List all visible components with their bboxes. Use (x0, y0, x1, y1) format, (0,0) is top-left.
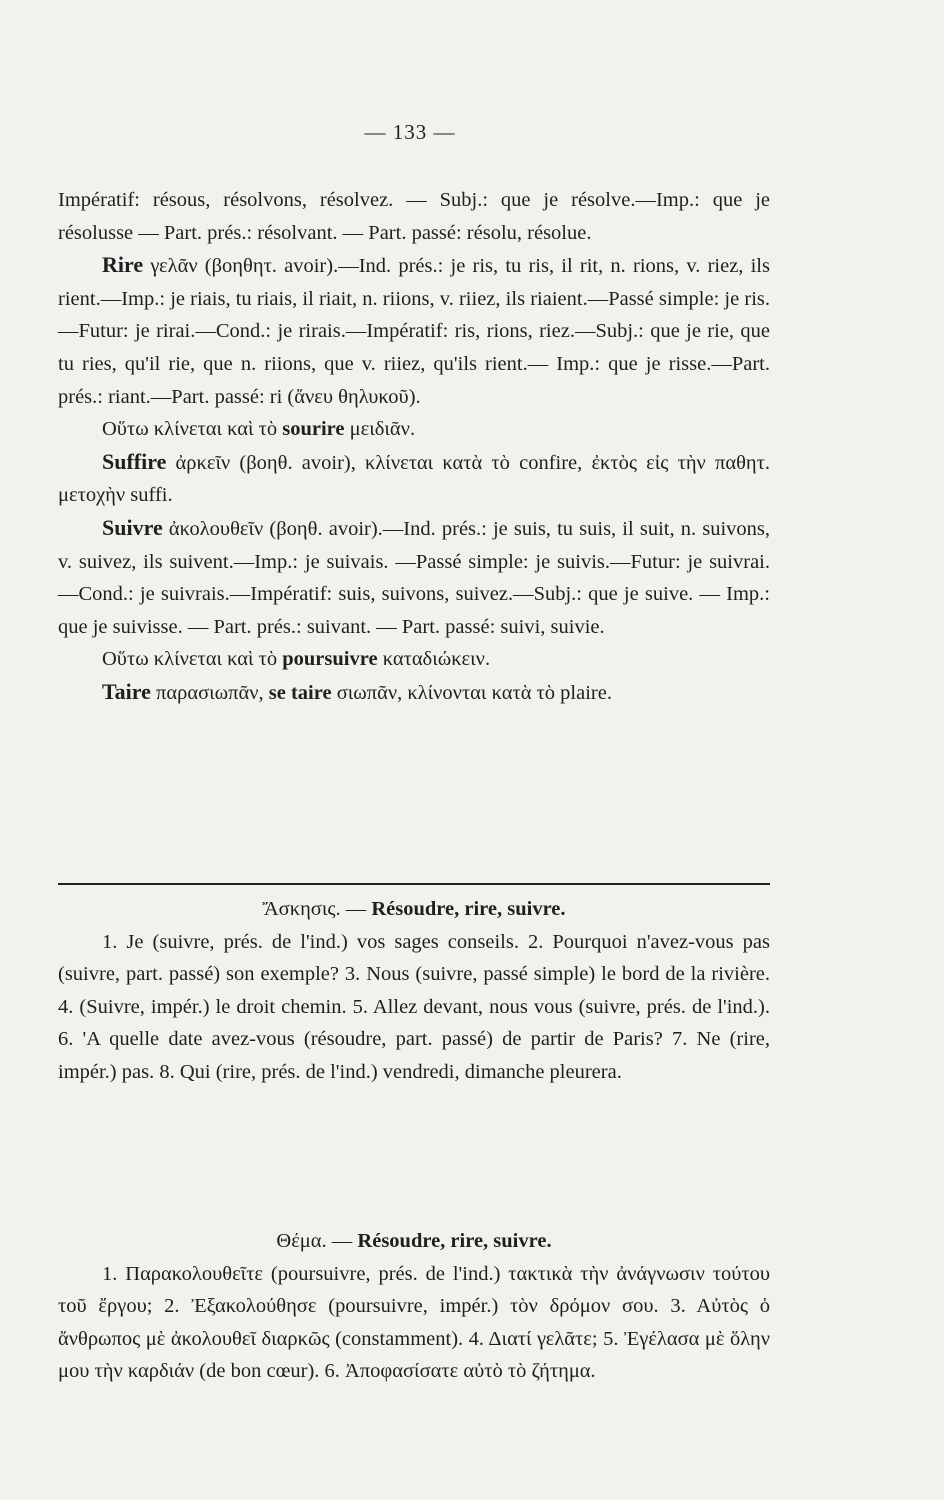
theme-body: 1. Παρακολουθεῖτε (poursuivre, prés. de l'ind.) τακτικὰ τὴν ἀνάγνωσιν τούτου τοῦ ἔργου; 2. Ἐξακολούθησε (poursuivre, impér.) τὸν δρόμον σου. 3. Αὐτὸς ὁ ἄνθρωπος μὲ ἀκολουθεῖ διαρκῶς (constamment). 4. Διατί γελᾶτε; 5. Ἐγέλασα μὲ ὅλην μου τὴν καρδιάν (de bon cœur). 6. Ἀποφασίσατε αὐτὸ τὸ ζήτημα. (58, 1262, 770, 1383)
poursuivre-note-post: καταδιώκειν. (377, 648, 491, 671)
suffire-conjugation: ἀρκεῖν (βοηθ. avoir), κλίνεται κατὰ τὸ confire, ἐκτὸς εἰς τὴν παθητ. μετοχὴν suffi. (58, 451, 770, 507)
se-taire-word: se taire (268, 681, 332, 704)
exercise-heading-greek: Ἄσκησις. — (262, 898, 372, 920)
exercise-heading-title: Résoudre, rire, suivre. (371, 898, 566, 920)
theme-heading-title: Résoudre, rire, suivre. (357, 1230, 552, 1252)
suivre-headword: Suivre (102, 514, 163, 540)
taire-entry (58, 676, 770, 710)
rire-conjugation: γελᾶν (βοηθητ. avoir).—Ind. prés.: je ris, tu ris, il rit, n. rions, v. riez, ils rient.—Imp.: je riais, tu riais, il riait, n. riions, v. riiez, ils riaient.—Passé simple: je ris. —Futur: je rirai.—Cond.: je rirais.—Impératif: ris, rions, riez.—Subj.: que je rie, que tu ries, qu'il rie, que n. riions, que v. riiez, qu'ils rient.— Imp.: que je risse.—Part. prés.: riant.—Part. passé: ri (ἄνευ θηλυκοῦ). (58, 255, 770, 408)
taire-meaning: παρασιωπᾶν, (150, 681, 269, 704)
taire-headword: Taire (102, 678, 151, 704)
theme-section (58, 1225, 770, 1388)
poursuivre-note-pre: Οὕτω κλίνεται καὶ τὸ (102, 648, 283, 671)
suffire-headword: Suffire (102, 448, 167, 474)
exercise-section (58, 893, 770, 1089)
suivre-entry (58, 512, 770, 643)
sourire-note-pre: Οὕτω κλίνεται καὶ τὸ (102, 418, 283, 441)
suffire-entry (58, 446, 770, 512)
poursuivre-word: poursuivre (282, 648, 378, 671)
sourire-note-post: μειδιᾶν. (344, 418, 416, 441)
taire-note-post: σιωπᾶν, κλίνονται κατὰ τὸ plaire. (331, 681, 612, 704)
poursuivre-note (58, 643, 770, 676)
theme-heading (58, 1225, 770, 1258)
resoudre-continued: Impératif: résous, résolvons, résolvez. — Subj.: que je résolve.—Imp.: que je résolusse — Part. prés.: résolvant. — Part. passé: résolu, résolue. (58, 189, 770, 244)
page-number: — 133 — (364, 120, 456, 144)
verb-conjugations (58, 184, 770, 710)
theme-heading-greek: Θέμα. — (276, 1230, 358, 1252)
section-divider (58, 883, 770, 885)
rire-entry (58, 249, 770, 413)
sourire-word: sourire (282, 418, 345, 441)
rire-headword: Rire (102, 252, 144, 278)
exercise-body: 1. Je (suivre, prés. de l'ind.) vos sages conseils. 2. Pourquoi n'avez-vous pas (suivre, part. passé) son exemple? 3. Nous (suivre, passé simple) le bord de la rivière. 4. (Suivre, impér.) le droit chemin. 5. Allez devant, nous vous (suivre, prés. de l'ind.). 6. 'A quelle date avez-vous (résoudre, part. passé) de partir de Paris? 7. Ne (rire, impér.) pas. 8. Qui (rire, prés. de l'ind.) vendredi, dimanche pleurera. (58, 930, 770, 1083)
sourire-note (58, 413, 770, 446)
exercise-heading (58, 893, 770, 926)
suivre-conjugation: ἀκολουθεῖν (βοηθ. avoir).—Ind. prés.: je suis, tu suis, il suit, n. suivons, v. suivez, ils suivent.—Imp.: je suivais. —Passé simple: je suivis.—Futur: je suivrai.—Cond.: je suivrais.—Impératif: suis, suivons, suivez.—Subj.: que je suive. — Imp.: que je suivisse. — Part. prés.: suivant. — Part. passé: suivi, suivie. (58, 517, 770, 638)
